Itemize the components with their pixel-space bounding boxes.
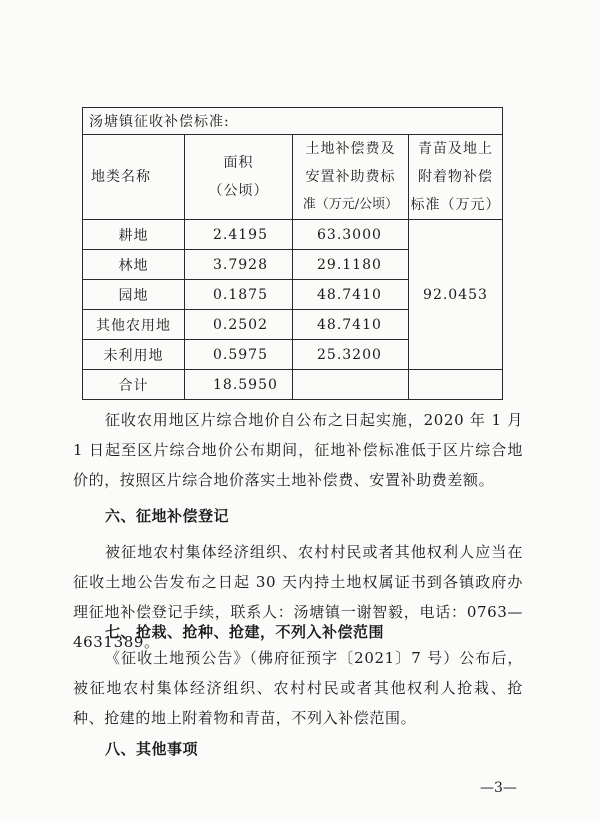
table-title: 汤塘镇征收补偿标准: <box>83 108 503 135</box>
paragraph-excluded: 《征收土地预公告》（佛府征预字〔2021〕7 号）公布后，被征地农村集体经济组织、农村村民或者其他权利人抢栽、抢种、抢建的地上附着物和青苗，不列入补偿范围。 <box>73 649 523 727</box>
total-area: 18.5950 <box>185 370 293 400</box>
rate-value: 48.7410 <box>293 280 409 310</box>
header-crop-compensation: 青苗及地上 附着物补偿 标准（万元） <box>409 135 503 220</box>
table-row <box>83 220 503 250</box>
area-value: 0.5975 <box>185 340 293 370</box>
header-area: 面积 （公顷） <box>185 135 293 220</box>
land-type-name: 林地 <box>83 250 185 280</box>
section-heading-7: 七、抢栽、抢种、抢建，不列入补偿范围 <box>105 623 385 641</box>
rate-value: 25.3200 <box>293 340 409 370</box>
table-total-row <box>83 370 503 400</box>
header-land-compensation: 土地补偿费及 安置补助费标 准（万元/公顷） <box>293 135 409 220</box>
empty-cell <box>409 370 503 400</box>
empty-cell <box>293 370 409 400</box>
total-label: 合计 <box>83 370 185 400</box>
land-type-name: 其他农用地 <box>83 310 185 340</box>
land-type-name: 未利用地 <box>83 340 185 370</box>
rate-value: 63.3000 <box>293 220 409 250</box>
section-heading-6: 六、征地补偿登记 <box>105 507 230 525</box>
land-type-name: 园地 <box>83 280 185 310</box>
area-value: 0.2502 <box>185 310 293 340</box>
crop-compensation-value: 92.0453 <box>409 220 503 370</box>
compensation-table <box>82 107 503 400</box>
paragraph-registration: 被征地农村集体经济组织、农村村民或者其他权利人应当在征收土地公告发布之日起 30 天内持土地权属证书到各镇政府办理征地补偿登记手续，联系人：汤塘镇一谢智毅，电话：0763—4631389。 <box>73 543 523 651</box>
section-heading-8: 八、其他事项 <box>105 740 199 758</box>
rate-value: 29.1180 <box>293 250 409 280</box>
rate-value: 48.7410 <box>293 310 409 340</box>
area-value: 0.1875 <box>185 280 293 310</box>
header-land-type: 地类名称 <box>83 135 185 220</box>
area-value: 3.7928 <box>185 250 293 280</box>
paragraph-land-price: 征收农用地区片综合地价自公布之日起实施，2020 年 1 月 1 日起至区片综合地价公布期间，征地补偿标准低于区片综合地价的，按照区片综合地价落实土地补偿费、安置补助费差额。 <box>73 411 523 489</box>
table-header-row <box>83 135 503 220</box>
page-number: —3— <box>480 780 517 796</box>
land-type-name: 耕地 <box>83 220 185 250</box>
area-value: 2.4195 <box>185 220 293 250</box>
